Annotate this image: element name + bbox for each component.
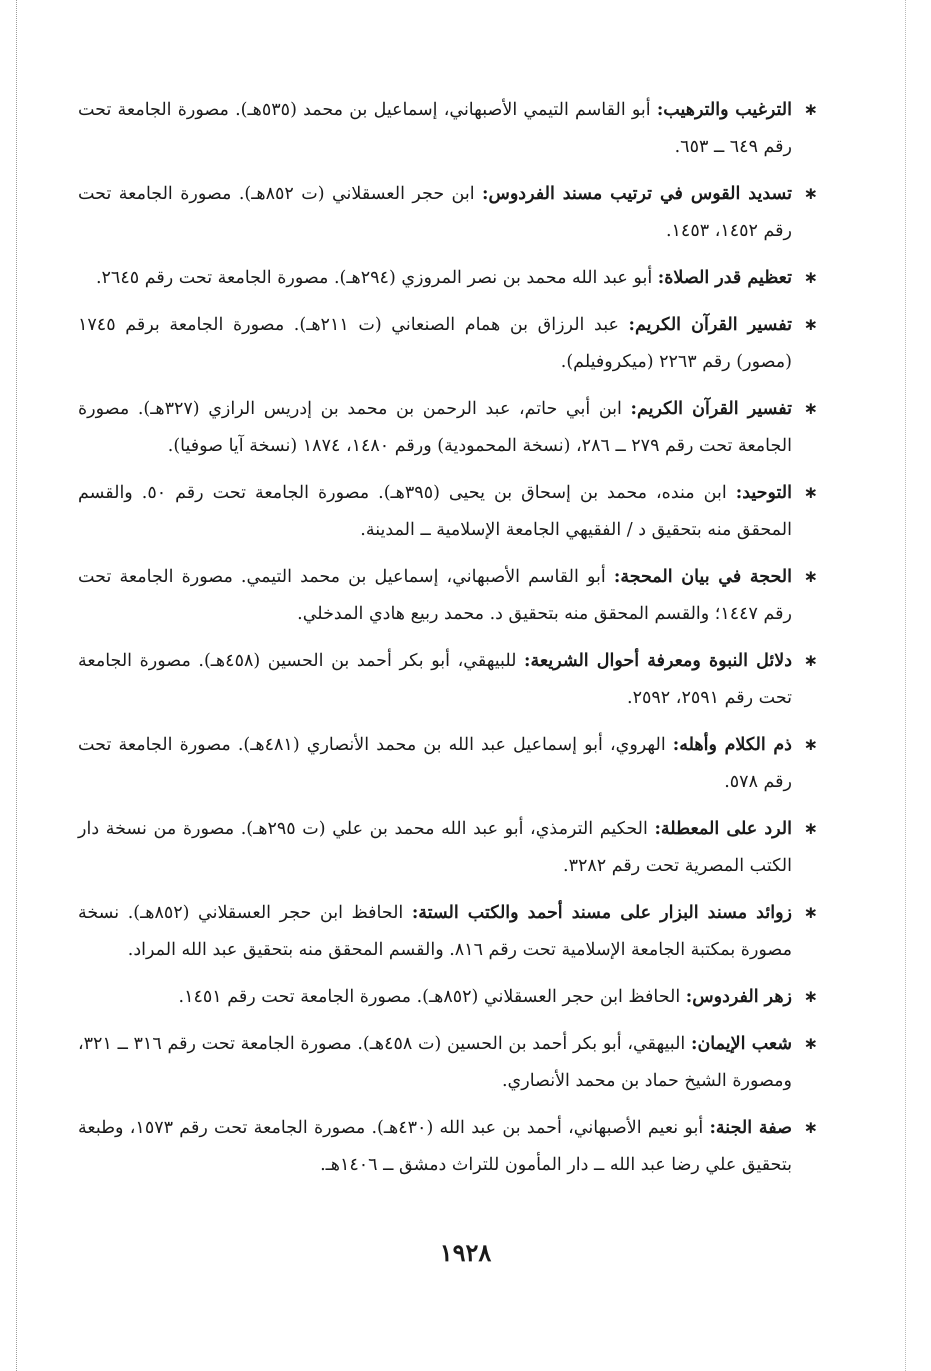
bullet-icon: ∗ xyxy=(803,100,818,120)
entry-body: ابن حجر العسقلاني (ت ٨٥٢هـ). مصورة الجامعة تحت رقم ١٤٥٢، ١٤٥٣. xyxy=(78,184,792,241)
entry-body: الهروي، أبو إسماعيل عبد الله بن محمد الأنصاري (٤٨١هـ). مصورة الجامعة تحت رقم ٥٧٨. xyxy=(78,735,792,792)
entry-body: أبو القاسم التيمي الأصبهاني، إسماعيل بن محمد (٥٣٥هـ). مصورة الجامعة تحت رقم ٦٤٩ ــ ٦٥٣. xyxy=(78,100,792,157)
entry-title: تسديد القوس في ترتيب مسند الفردوس: xyxy=(482,184,792,204)
entry-title: تعظيم قدر الصلاة: xyxy=(657,268,792,288)
bibliography-entry xyxy=(78,559,818,633)
bibliography-entry xyxy=(78,895,818,969)
bullet-icon: ∗ xyxy=(803,651,818,671)
bullet-icon: ∗ xyxy=(803,268,818,288)
entry-body: أبو القاسم الأصبهاني، إسماعيل بن محمد التيمي. مصورة الجامعة تحت رقم ١٤٤٧؛ والقسم المحقق منه بتحقيق د. محمد ربيع هادي المدخلي. xyxy=(78,567,792,624)
bibliography-entry xyxy=(78,1026,818,1100)
bibliography-entry xyxy=(78,307,818,381)
entry-title: تفسير القرآن الكريم: xyxy=(630,399,792,419)
bibliography-entry xyxy=(78,475,818,549)
entry-title: صفة الجنة: xyxy=(709,1118,792,1138)
bullet-icon: ∗ xyxy=(803,735,818,755)
entry-body: للبيهقي، أبو بكر أحمد بن الحسين (٤٥٨هـ). مصورة الجامعة تحت رقم ٢٥٩١، ٢٥٩٢. xyxy=(78,651,792,708)
entry-title: شعب الإيمان: xyxy=(690,1034,792,1054)
entry-body: البيهقي، أبو بكر أحمد بن الحسين (ت ٤٥٨هـ). مصورة الجامعة تحت رقم ٣١٦ ــ ٣٢١، ومصورة الشيخ حماد بن محمد الأنصاري. xyxy=(78,1034,792,1091)
bullet-icon: ∗ xyxy=(803,819,818,839)
bibliography-entry xyxy=(78,979,818,1016)
entry-body: الحافظ ابن حجر العسقلاني (٨٥٢هـ). نسخة مصورة بمكتبة الجامعة الإسلامية تحت رقم ٨١٦. والقسم المحقق منه بتحقيق عبد الله المراد. xyxy=(78,903,792,960)
entry-body: أبو نعيم الأصبهاني، أحمد بن عبد الله (٤٣٠هـ). مصورة الجامعة تحت رقم ١٥٧٣، وطبعة بتحقيق علي رضا عبد الله ــ دار المأمون للتراث دمشق ــ ١٤٠٦هـ. xyxy=(78,1118,792,1175)
bibliography-entry xyxy=(78,727,818,801)
entry-title: تفسير القرآن الكريم: xyxy=(628,315,792,335)
bullet-icon: ∗ xyxy=(803,483,818,503)
bibliography-entry xyxy=(78,176,818,250)
bibliography-list xyxy=(78,92,818,1194)
entry-title: الترغيب والترهيب: xyxy=(656,100,792,120)
bibliography-entry xyxy=(78,391,818,465)
entry-body: ابن منده، محمد بن إسحاق بن يحيى (٣٩٥هـ). مصورة الجامعة تحت رقم ٥٠. والقسم المحقق منه بتحقيق د / الفقيهي الجامعة الإسلامية ــ المدينة. xyxy=(78,483,792,540)
bullet-icon: ∗ xyxy=(803,315,818,335)
scan-edge-left xyxy=(16,0,18,1371)
entry-body: الحكيم الترمذي، أبو عبد الله محمد بن علي (ت ٢٩٥هـ). مصورة من نسخة دار الكتب المصرية تحت رقم ٣٢٨٢. xyxy=(78,819,792,876)
bibliography-entry xyxy=(78,92,818,166)
entry-title: ذم الكلام وأهله: xyxy=(672,735,792,755)
entry-title: الحجة في بيان المحجة: xyxy=(613,567,793,587)
scan-edge-right xyxy=(905,0,907,1371)
bullet-icon: ∗ xyxy=(803,567,818,587)
bibliography-entry xyxy=(78,643,818,717)
page-number: ١٩٢٨ xyxy=(439,1238,492,1267)
entry-body: أبو عبد الله محمد بن نصر المروزي (٢٩٤هـ). مصورة الجامعة تحت رقم ٢٦٤٥. xyxy=(95,268,658,288)
entry-title: زوائد مسند البزار على مسند أحمد والكتب الستة: xyxy=(411,903,792,923)
entry-body: ابن أبي حاتم، عبد الرحمن بن محمد بن إدريس الرازي (٣٢٧هـ). مصورة الجامعة تحت رقم ٢٧٩ ــ ٢٨٦، (نسخة المحمودية) ورقم ١٤٨٠، ١٨٧٤ (نسخة آيا صوفيا). xyxy=(78,399,792,456)
entry-body: عبد الرزاق بن همام الصنعاني (ت ٢١١هـ). مصورة الجامعة برقم ١٧٤٥ (مصور) رقم ٢٢٦٣ (ميكروفيلم). xyxy=(78,315,792,372)
bibliography-entry xyxy=(78,811,818,885)
entry-title: الرد على المعطلة: xyxy=(654,819,792,839)
entry-title: زهر الفردوس: xyxy=(685,987,792,1007)
bullet-icon: ∗ xyxy=(803,184,818,204)
bullet-icon: ∗ xyxy=(803,1118,818,1138)
entry-body: الحافظ ابن حجر العسقلاني (٨٥٢هـ). مصورة الجامعة تحت رقم ١٤٥١. xyxy=(178,987,686,1007)
bullet-icon: ∗ xyxy=(803,399,818,419)
bullet-icon: ∗ xyxy=(803,903,818,923)
entry-title: دلائل النبوة ومعرفة أحوال الشريعة: xyxy=(524,651,792,671)
bibliography-entry xyxy=(78,1110,818,1184)
bullet-icon: ∗ xyxy=(803,987,818,1007)
bullet-icon: ∗ xyxy=(803,1034,818,1054)
entry-title: التوحيد: xyxy=(735,483,792,503)
bibliography-entry xyxy=(78,260,818,297)
